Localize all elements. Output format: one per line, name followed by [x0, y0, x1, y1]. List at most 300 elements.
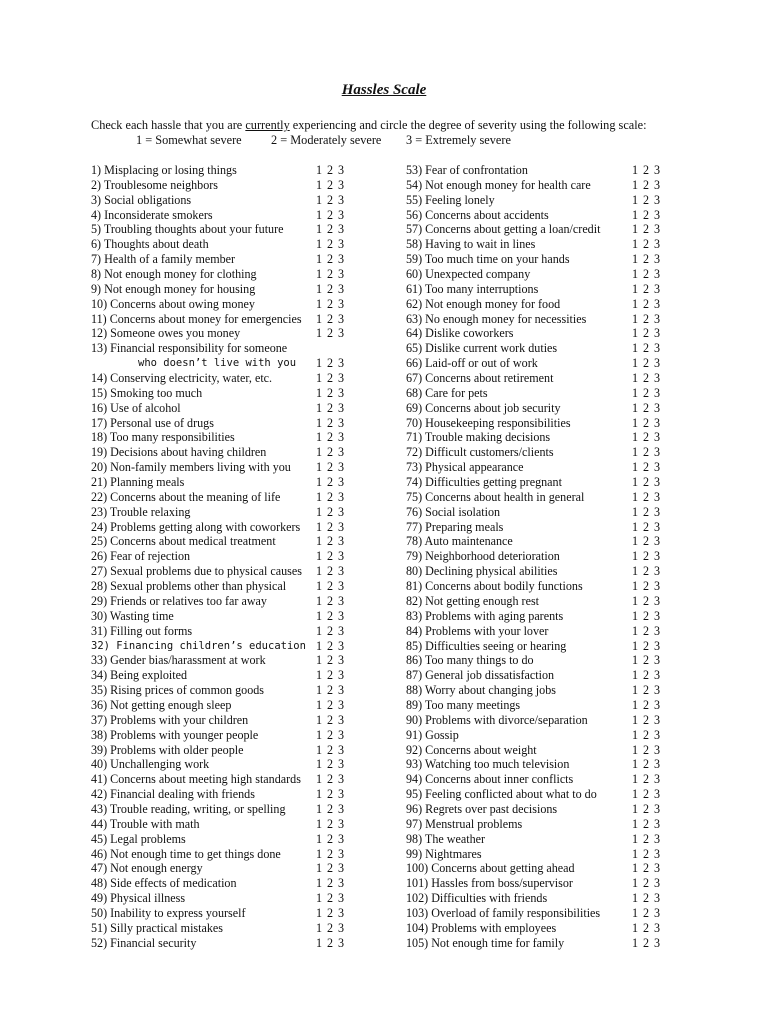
severity-option-1[interactable]: 1: [632, 489, 639, 504]
severity-option-3[interactable]: 3: [654, 564, 661, 579]
severity-option-3[interactable]: 3: [338, 489, 345, 504]
severity-option-1[interactable]: 1: [316, 430, 323, 445]
severity-option-3[interactable]: 3: [654, 267, 661, 282]
severity-option-3[interactable]: 3: [654, 608, 661, 623]
severity-option-2[interactable]: 2: [643, 341, 650, 356]
severity-option-3[interactable]: 3: [338, 281, 345, 296]
severity-option-1[interactable]: 1: [632, 267, 639, 282]
severity-option-1[interactable]: 1: [316, 207, 323, 222]
severity-option-1[interactable]: 1: [316, 356, 323, 371]
severity-option-2[interactable]: 2: [327, 668, 334, 683]
severity-option-2[interactable]: 2: [327, 311, 334, 326]
severity-option-1[interactable]: 1: [316, 579, 323, 594]
severity-option-2[interactable]: 2: [643, 905, 650, 920]
severity-option-3[interactable]: 3: [338, 608, 345, 623]
severity-option-2[interactable]: 2: [643, 534, 650, 549]
severity-option-2[interactable]: 2: [327, 727, 334, 742]
severity-option-1[interactable]: 1: [632, 638, 639, 653]
severity-option-2[interactable]: 2: [327, 475, 334, 490]
severity-option-2[interactable]: 2: [327, 772, 334, 787]
severity-option-2[interactable]: 2: [643, 356, 650, 371]
severity-option-1[interactable]: 1: [316, 460, 323, 475]
severity-option-1[interactable]: 1: [316, 831, 323, 846]
severity-option-2[interactable]: 2: [327, 281, 334, 296]
severity-option-1[interactable]: 1: [632, 846, 639, 861]
severity-option-1[interactable]: 1: [316, 549, 323, 564]
severity-option-3[interactable]: 3: [654, 653, 661, 668]
severity-option-1[interactable]: 1: [632, 549, 639, 564]
severity-option-1[interactable]: 1: [632, 385, 639, 400]
severity-option-1[interactable]: 1: [316, 177, 323, 192]
severity-option-2[interactable]: 2: [327, 905, 334, 920]
severity-option-1[interactable]: 1: [632, 564, 639, 579]
severity-option-1[interactable]: 1: [316, 787, 323, 802]
severity-option-1[interactable]: 1: [316, 296, 323, 311]
severity-option-2[interactable]: 2: [643, 846, 650, 861]
severity-option-3[interactable]: 3: [338, 920, 345, 935]
severity-option-2[interactable]: 2: [327, 504, 334, 519]
severity-option-1[interactable]: 1: [316, 727, 323, 742]
severity-option-3[interactable]: 3: [654, 534, 661, 549]
severity-option-1[interactable]: 1: [632, 801, 639, 816]
severity-option-3[interactable]: 3: [654, 593, 661, 608]
severity-option-2[interactable]: 2: [643, 787, 650, 802]
severity-option-2[interactable]: 2: [327, 623, 334, 638]
severity-option-2[interactable]: 2: [327, 177, 334, 192]
severity-option-1[interactable]: 1: [632, 579, 639, 594]
severity-option-3[interactable]: 3: [338, 861, 345, 876]
severity-option-2[interactable]: 2: [643, 831, 650, 846]
severity-option-2[interactable]: 2: [643, 608, 650, 623]
severity-option-2[interactable]: 2: [643, 757, 650, 772]
severity-option-3[interactable]: 3: [654, 757, 661, 772]
severity-option-2[interactable]: 2: [327, 356, 334, 371]
severity-option-2[interactable]: 2: [643, 311, 650, 326]
severity-option-2[interactable]: 2: [643, 861, 650, 876]
severity-option-1[interactable]: 1: [316, 638, 323, 653]
severity-option-2[interactable]: 2: [643, 489, 650, 504]
severity-option-3[interactable]: 3: [654, 891, 661, 906]
severity-option-1[interactable]: 1: [316, 683, 323, 698]
severity-option-3[interactable]: 3: [338, 415, 345, 430]
severity-option-2[interactable]: 2: [327, 742, 334, 757]
severity-option-1[interactable]: 1: [632, 727, 639, 742]
severity-option-3[interactable]: 3: [338, 683, 345, 698]
severity-option-2[interactable]: 2: [643, 237, 650, 252]
severity-option-3[interactable]: 3: [654, 504, 661, 519]
severity-option-2[interactable]: 2: [643, 519, 650, 534]
severity-option-2[interactable]: 2: [643, 475, 650, 490]
severity-option-2[interactable]: 2: [643, 593, 650, 608]
severity-option-3[interactable]: 3: [654, 163, 661, 177]
severity-option-2[interactable]: 2: [327, 400, 334, 415]
severity-option-3[interactable]: 3: [654, 905, 661, 920]
severity-option-2[interactable]: 2: [327, 579, 334, 594]
severity-option-2[interactable]: 2: [643, 163, 650, 177]
severity-option-2[interactable]: 2: [643, 772, 650, 787]
severity-option-1[interactable]: 1: [632, 400, 639, 415]
severity-option-2[interactable]: 2: [643, 816, 650, 831]
severity-option-2[interactable]: 2: [643, 207, 650, 222]
severity-option-1[interactable]: 1: [316, 653, 323, 668]
severity-option-2[interactable]: 2: [327, 608, 334, 623]
severity-option-3[interactable]: 3: [654, 415, 661, 430]
severity-option-2[interactable]: 2: [643, 638, 650, 653]
severity-option-1[interactable]: 1: [632, 905, 639, 920]
severity-option-1[interactable]: 1: [632, 311, 639, 326]
severity-option-1[interactable]: 1: [316, 846, 323, 861]
severity-option-2[interactable]: 2: [327, 534, 334, 549]
severity-option-3[interactable]: 3: [654, 935, 661, 950]
severity-option-1[interactable]: 1: [316, 623, 323, 638]
severity-option-2[interactable]: 2: [643, 504, 650, 519]
severity-option-2[interactable]: 2: [327, 876, 334, 891]
severity-option-3[interactable]: 3: [654, 549, 661, 564]
severity-option-3[interactable]: 3: [654, 400, 661, 415]
severity-option-3[interactable]: 3: [654, 727, 661, 742]
severity-option-2[interactable]: 2: [327, 801, 334, 816]
severity-option-2[interactable]: 2: [643, 400, 650, 415]
severity-option-3[interactable]: 3: [338, 207, 345, 222]
severity-option-2[interactable]: 2: [327, 237, 334, 252]
severity-option-1[interactable]: 1: [316, 757, 323, 772]
severity-option-2[interactable]: 2: [643, 727, 650, 742]
severity-option-3[interactable]: 3: [338, 727, 345, 742]
severity-option-3[interactable]: 3: [654, 356, 661, 371]
severity-option-3[interactable]: 3: [338, 846, 345, 861]
severity-option-3[interactable]: 3: [338, 593, 345, 608]
severity-option-1[interactable]: 1: [632, 861, 639, 876]
severity-option-2[interactable]: 2: [327, 891, 334, 906]
severity-option-1[interactable]: 1: [632, 504, 639, 519]
severity-option-1[interactable]: 1: [632, 668, 639, 683]
severity-option-3[interactable]: 3: [654, 861, 661, 876]
severity-option-3[interactable]: 3: [654, 207, 661, 222]
severity-option-3[interactable]: 3: [338, 326, 345, 341]
severity-option-2[interactable]: 2: [327, 385, 334, 400]
severity-option-2[interactable]: 2: [327, 371, 334, 386]
severity-option-2[interactable]: 2: [643, 430, 650, 445]
severity-option-2[interactable]: 2: [643, 697, 650, 712]
severity-option-2[interactable]: 2: [643, 371, 650, 386]
severity-option-3[interactable]: 3: [654, 742, 661, 757]
severity-option-2[interactable]: 2: [327, 192, 334, 207]
severity-option-3[interactable]: 3: [338, 787, 345, 802]
severity-option-1[interactable]: 1: [632, 534, 639, 549]
severity-option-3[interactable]: 3: [654, 237, 661, 252]
severity-option-3[interactable]: 3: [654, 816, 661, 831]
severity-option-2[interactable]: 2: [643, 385, 650, 400]
severity-option-1[interactable]: 1: [316, 891, 323, 906]
severity-option-3[interactable]: 3: [338, 356, 345, 371]
severity-option-3[interactable]: 3: [338, 579, 345, 594]
severity-option-1[interactable]: 1: [632, 891, 639, 906]
severity-option-3[interactable]: 3: [654, 623, 661, 638]
severity-option-3[interactable]: 3: [654, 697, 661, 712]
severity-option-1[interactable]: 1: [632, 177, 639, 192]
severity-option-3[interactable]: 3: [654, 772, 661, 787]
severity-option-3[interactable]: 3: [338, 519, 345, 534]
severity-option-3[interactable]: 3: [654, 281, 661, 296]
severity-option-3[interactable]: 3: [338, 935, 345, 950]
severity-option-2[interactable]: 2: [643, 742, 650, 757]
severity-option-2[interactable]: 2: [327, 267, 334, 282]
severity-option-2[interactable]: 2: [643, 891, 650, 906]
severity-option-1[interactable]: 1: [632, 712, 639, 727]
severity-option-3[interactable]: 3: [338, 267, 345, 282]
severity-option-1[interactable]: 1: [632, 430, 639, 445]
severity-option-2[interactable]: 2: [643, 445, 650, 460]
severity-option-2[interactable]: 2: [643, 252, 650, 267]
severity-option-1[interactable]: 1: [316, 861, 323, 876]
severity-option-1[interactable]: 1: [632, 252, 639, 267]
severity-option-3[interactable]: 3: [654, 489, 661, 504]
severity-option-3[interactable]: 3: [338, 237, 345, 252]
severity-option-1[interactable]: 1: [316, 222, 323, 237]
severity-option-3[interactable]: 3: [338, 311, 345, 326]
severity-option-1[interactable]: 1: [632, 697, 639, 712]
severity-option-1[interactable]: 1: [316, 489, 323, 504]
severity-option-2[interactable]: 2: [643, 177, 650, 192]
severity-option-1[interactable]: 1: [316, 876, 323, 891]
severity-option-3[interactable]: 3: [338, 653, 345, 668]
severity-option-2[interactable]: 2: [327, 564, 334, 579]
severity-option-3[interactable]: 3: [654, 831, 661, 846]
severity-option-3[interactable]: 3: [654, 296, 661, 311]
severity-option-1[interactable]: 1: [316, 415, 323, 430]
severity-option-2[interactable]: 2: [327, 861, 334, 876]
severity-option-2[interactable]: 2: [643, 653, 650, 668]
severity-option-3[interactable]: 3: [338, 445, 345, 460]
severity-option-2[interactable]: 2: [643, 564, 650, 579]
severity-option-1[interactable]: 1: [316, 504, 323, 519]
severity-option-1[interactable]: 1: [316, 371, 323, 386]
severity-option-2[interactable]: 2: [643, 222, 650, 237]
severity-option-2[interactable]: 2: [327, 593, 334, 608]
severity-option-2[interactable]: 2: [643, 712, 650, 727]
severity-option-2[interactable]: 2: [327, 252, 334, 267]
severity-option-2[interactable]: 2: [643, 668, 650, 683]
severity-option-3[interactable]: 3: [338, 712, 345, 727]
severity-option-1[interactable]: 1: [632, 816, 639, 831]
severity-option-1[interactable]: 1: [632, 296, 639, 311]
severity-option-1[interactable]: 1: [632, 281, 639, 296]
severity-option-3[interactable]: 3: [338, 697, 345, 712]
severity-option-3[interactable]: 3: [654, 683, 661, 698]
severity-option-2[interactable]: 2: [643, 623, 650, 638]
severity-option-3[interactable]: 3: [338, 742, 345, 757]
severity-option-1[interactable]: 1: [316, 772, 323, 787]
severity-option-2[interactable]: 2: [327, 653, 334, 668]
severity-option-2[interactable]: 2: [643, 579, 650, 594]
severity-option-1[interactable]: 1: [632, 356, 639, 371]
severity-option-3[interactable]: 3: [338, 757, 345, 772]
severity-option-1[interactable]: 1: [632, 237, 639, 252]
severity-option-3[interactable]: 3: [654, 579, 661, 594]
severity-option-3[interactable]: 3: [654, 801, 661, 816]
severity-option-1[interactable]: 1: [632, 415, 639, 430]
severity-option-3[interactable]: 3: [338, 623, 345, 638]
severity-option-3[interactable]: 3: [654, 846, 661, 861]
severity-option-3[interactable]: 3: [654, 177, 661, 192]
severity-option-1[interactable]: 1: [632, 371, 639, 386]
severity-option-2[interactable]: 2: [327, 326, 334, 341]
severity-option-2[interactable]: 2: [643, 935, 650, 950]
severity-option-1[interactable]: 1: [316, 742, 323, 757]
severity-option-1[interactable]: 1: [316, 608, 323, 623]
severity-option-1[interactable]: 1: [316, 697, 323, 712]
severity-option-3[interactable]: 3: [654, 668, 661, 683]
severity-option-3[interactable]: 3: [338, 534, 345, 549]
severity-option-1[interactable]: 1: [316, 534, 323, 549]
severity-option-2[interactable]: 2: [643, 415, 650, 430]
severity-option-1[interactable]: 1: [632, 920, 639, 935]
severity-option-3[interactable]: 3: [654, 445, 661, 460]
severity-option-1[interactable]: 1: [632, 593, 639, 608]
severity-option-1[interactable]: 1: [316, 564, 323, 579]
severity-option-3[interactable]: 3: [338, 177, 345, 192]
severity-option-3[interactable]: 3: [338, 891, 345, 906]
severity-option-3[interactable]: 3: [654, 876, 661, 891]
severity-option-1[interactable]: 1: [316, 668, 323, 683]
severity-option-1[interactable]: 1: [316, 163, 323, 177]
severity-option-2[interactable]: 2: [327, 697, 334, 712]
severity-option-2[interactable]: 2: [327, 489, 334, 504]
severity-option-1[interactable]: 1: [632, 460, 639, 475]
severity-option-3[interactable]: 3: [338, 400, 345, 415]
severity-option-2[interactable]: 2: [327, 920, 334, 935]
severity-option-1[interactable]: 1: [632, 222, 639, 237]
severity-option-3[interactable]: 3: [338, 192, 345, 207]
severity-option-2[interactable]: 2: [643, 683, 650, 698]
severity-option-1[interactable]: 1: [316, 281, 323, 296]
severity-option-3[interactable]: 3: [338, 163, 345, 177]
severity-option-3[interactable]: 3: [338, 475, 345, 490]
severity-option-3[interactable]: 3: [654, 326, 661, 341]
severity-option-1[interactable]: 1: [316, 445, 323, 460]
severity-option-1[interactable]: 1: [316, 237, 323, 252]
severity-option-3[interactable]: 3: [338, 831, 345, 846]
severity-option-3[interactable]: 3: [654, 712, 661, 727]
severity-option-1[interactable]: 1: [632, 519, 639, 534]
severity-option-3[interactable]: 3: [654, 460, 661, 475]
severity-option-1[interactable]: 1: [632, 623, 639, 638]
severity-option-2[interactable]: 2: [327, 935, 334, 950]
severity-option-1[interactable]: 1: [632, 192, 639, 207]
severity-option-2[interactable]: 2: [327, 222, 334, 237]
severity-option-3[interactable]: 3: [338, 430, 345, 445]
severity-option-1[interactable]: 1: [316, 475, 323, 490]
severity-option-2[interactable]: 2: [643, 326, 650, 341]
severity-option-1[interactable]: 1: [632, 876, 639, 891]
severity-option-3[interactable]: 3: [338, 549, 345, 564]
severity-option-1[interactable]: 1: [316, 593, 323, 608]
severity-option-1[interactable]: 1: [632, 163, 639, 177]
severity-option-3[interactable]: 3: [338, 252, 345, 267]
severity-option-3[interactable]: 3: [338, 638, 345, 653]
severity-option-2[interactable]: 2: [327, 163, 334, 177]
severity-option-2[interactable]: 2: [327, 445, 334, 460]
severity-option-1[interactable]: 1: [632, 475, 639, 490]
severity-option-2[interactable]: 2: [643, 920, 650, 935]
severity-option-1[interactable]: 1: [316, 192, 323, 207]
severity-option-1[interactable]: 1: [632, 341, 639, 356]
severity-option-2[interactable]: 2: [327, 638, 334, 653]
severity-option-2[interactable]: 2: [327, 207, 334, 222]
severity-option-3[interactable]: 3: [338, 668, 345, 683]
severity-option-3[interactable]: 3: [338, 816, 345, 831]
severity-option-2[interactable]: 2: [327, 712, 334, 727]
severity-option-1[interactable]: 1: [632, 742, 639, 757]
severity-option-3[interactable]: 3: [654, 475, 661, 490]
severity-option-1[interactable]: 1: [316, 400, 323, 415]
severity-option-2[interactable]: 2: [327, 831, 334, 846]
severity-option-3[interactable]: 3: [654, 385, 661, 400]
severity-option-1[interactable]: 1: [632, 683, 639, 698]
severity-option-2[interactable]: 2: [643, 296, 650, 311]
severity-option-3[interactable]: 3: [654, 371, 661, 386]
severity-option-2[interactable]: 2: [327, 430, 334, 445]
severity-option-3[interactable]: 3: [654, 341, 661, 356]
severity-option-3[interactable]: 3: [654, 222, 661, 237]
severity-option-1[interactable]: 1: [316, 816, 323, 831]
severity-option-2[interactable]: 2: [643, 801, 650, 816]
severity-option-2[interactable]: 2: [643, 267, 650, 282]
severity-option-3[interactable]: 3: [338, 876, 345, 891]
severity-option-3[interactable]: 3: [338, 504, 345, 519]
severity-option-2[interactable]: 2: [327, 296, 334, 311]
severity-option-1[interactable]: 1: [632, 608, 639, 623]
severity-option-1[interactable]: 1: [316, 252, 323, 267]
severity-option-3[interactable]: 3: [654, 519, 661, 534]
severity-option-3[interactable]: 3: [338, 371, 345, 386]
severity-option-1[interactable]: 1: [316, 311, 323, 326]
severity-option-1[interactable]: 1: [316, 267, 323, 282]
severity-option-3[interactable]: 3: [338, 385, 345, 400]
severity-option-3[interactable]: 3: [338, 564, 345, 579]
severity-option-1[interactable]: 1: [632, 757, 639, 772]
severity-option-2[interactable]: 2: [327, 460, 334, 475]
severity-option-3[interactable]: 3: [338, 801, 345, 816]
severity-option-3[interactable]: 3: [338, 905, 345, 920]
severity-option-2[interactable]: 2: [327, 415, 334, 430]
severity-option-1[interactable]: 1: [632, 935, 639, 950]
severity-option-3[interactable]: 3: [338, 222, 345, 237]
severity-option-2[interactable]: 2: [643, 281, 650, 296]
severity-option-1[interactable]: 1: [316, 920, 323, 935]
severity-option-1[interactable]: 1: [632, 772, 639, 787]
severity-option-3[interactable]: 3: [654, 787, 661, 802]
severity-option-2[interactable]: 2: [643, 549, 650, 564]
severity-option-3[interactable]: 3: [338, 460, 345, 475]
severity-option-3[interactable]: 3: [654, 192, 661, 207]
severity-option-2[interactable]: 2: [643, 460, 650, 475]
severity-option-2[interactable]: 2: [327, 846, 334, 861]
severity-option-3[interactable]: 3: [654, 638, 661, 653]
severity-option-3[interactable]: 3: [338, 296, 345, 311]
severity-option-2[interactable]: 2: [327, 683, 334, 698]
severity-option-1[interactable]: 1: [632, 653, 639, 668]
severity-option-2[interactable]: 2: [327, 757, 334, 772]
severity-option-1[interactable]: 1: [316, 905, 323, 920]
severity-option-2[interactable]: 2: [327, 787, 334, 802]
severity-option-1[interactable]: 1: [316, 326, 323, 341]
severity-option-1[interactable]: 1: [632, 831, 639, 846]
severity-option-2[interactable]: 2: [327, 816, 334, 831]
severity-option-1[interactable]: 1: [316, 385, 323, 400]
severity-option-1[interactable]: 1: [316, 801, 323, 816]
severity-option-1[interactable]: 1: [316, 712, 323, 727]
